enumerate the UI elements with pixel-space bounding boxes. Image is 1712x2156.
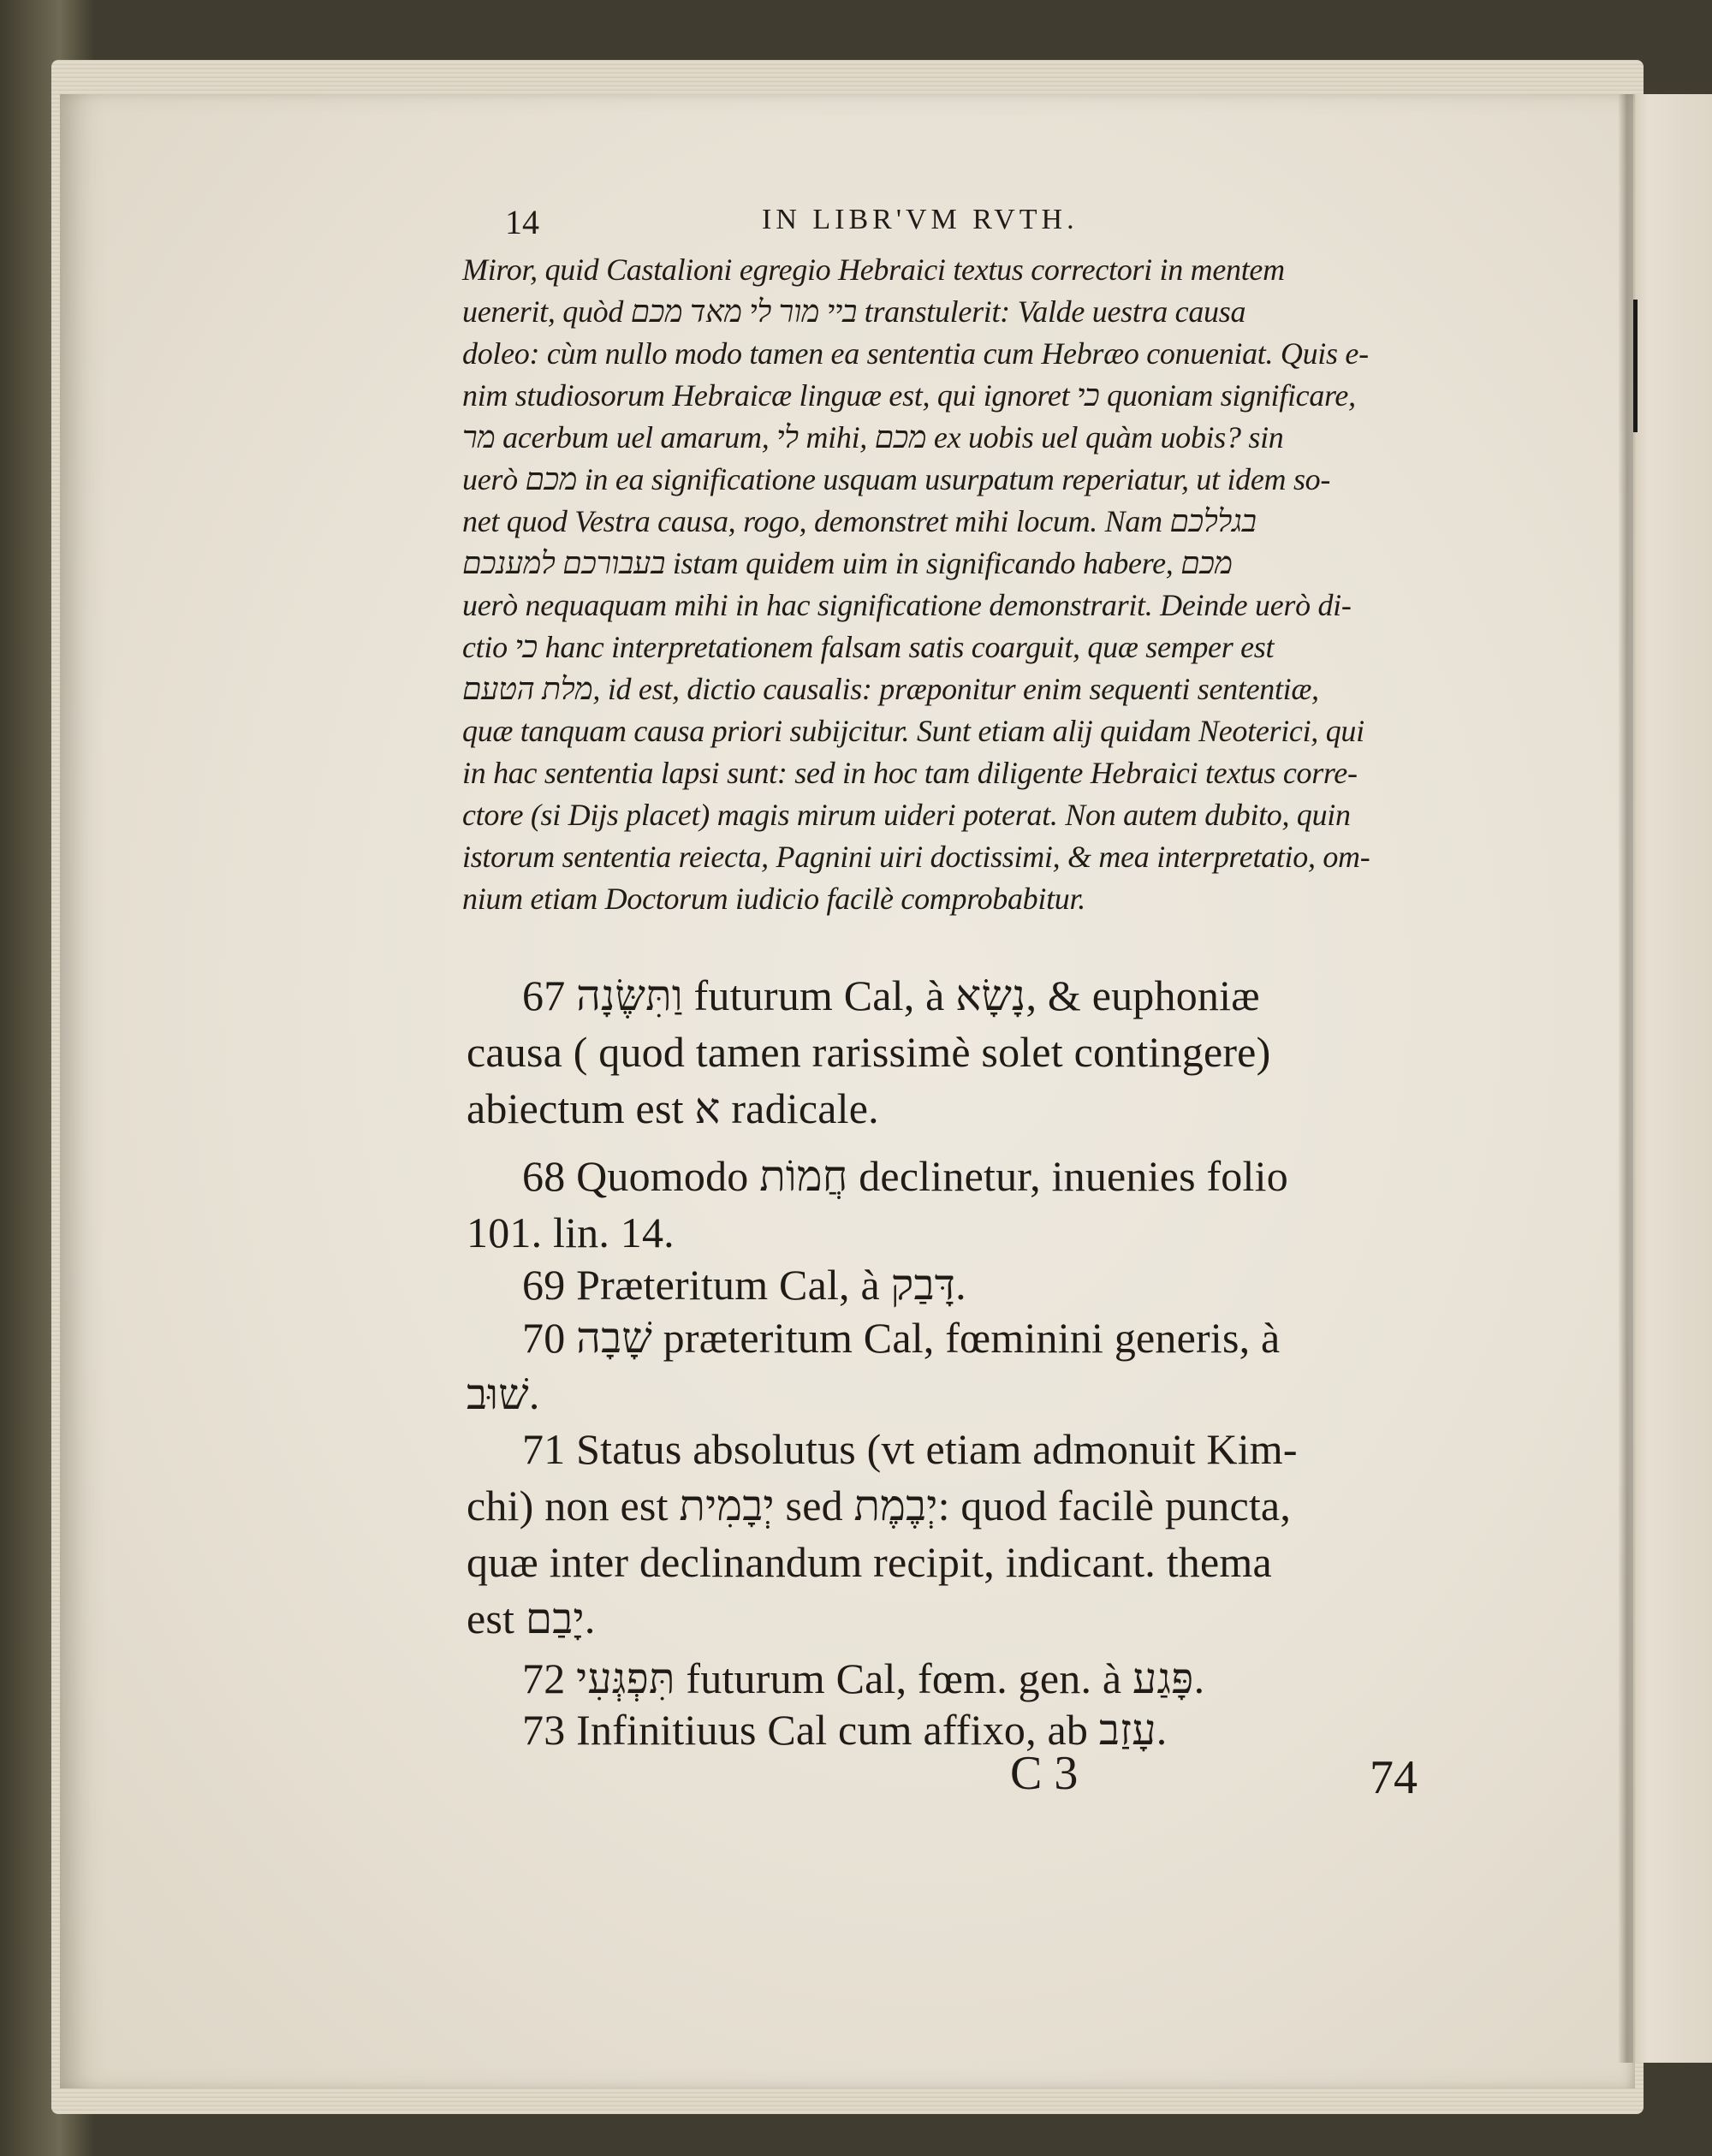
entry-line: causa ( quod tamen rarissimè solet contingere) <box>467 1028 1271 1076</box>
annotation-line: Miror, quid Castalioni egregio Hebraici textus correctori in mentem <box>462 252 1285 287</box>
entry-line: שׁוּב. <box>467 1370 540 1418</box>
entry-line: est יָבַם. <box>467 1595 596 1642</box>
entry-line: 73 Infinitiuus Cal cum affixo, ab עָזַב. <box>522 1706 1168 1754</box>
annotation-line: net quod Vestra causa, rogo, demonstret mihi locum. Nam בגללכם <box>462 504 1257 538</box>
entry-line: abiectum est א radicale. <box>467 1084 879 1132</box>
entry-line: 72 תִּפְגְּעִי futurum Cal, fœm. gen. à פָּגַע. <box>522 1654 1205 1702</box>
annotation-line: ctio כי hanc interpretationem falsam satis coarguit, quæ semper est <box>462 630 1275 664</box>
annotation-line: in hac sententia lapsi sunt: sed in hoc tam diligente Hebraici textus corre- <box>462 756 1358 790</box>
entry-line: 101. lin. 14. <box>467 1209 675 1256</box>
entry-line: 68 Quomodo חֲמוֹת declinetur, inuenies folio <box>522 1152 1288 1200</box>
entry-line: 67 וַתִּשֶּׂנָה futurum Cal, à נָשָׂא, & euphoniæ <box>522 971 1260 1019</box>
running-title: IN LIBR'VM RVTH. <box>762 204 1079 235</box>
annotation-line: istorum sententia reiecta, Pagnini uiri doctissimi, & mea interpretatio, om- <box>462 840 1370 874</box>
annotation-line: בעבורכם למענכם istam quidem uim in significando habere, מכם <box>462 546 1233 580</box>
annotation-line: quæ tanquam causa priori subijcitur. Sunt etiam alij quidam Neoterici, qui <box>462 714 1364 748</box>
facing-page-edge <box>1631 94 1712 2063</box>
annotation-line: uerò מכם in ea significatione usquam usurpatum reperiatur, ut idem so- <box>462 462 1331 496</box>
entry-line: quæ inter declinandum recipit, indicant. thema <box>467 1538 1272 1586</box>
entry-line: 69 Præteritum Cal, à דָּבַק. <box>522 1261 966 1309</box>
page-number: 14 <box>505 203 539 241</box>
annotation-line: uenerit, quòd ביי מור לי מאד מכם transtulerit: Valde uestra causa <box>462 294 1246 329</box>
annotation-line: doleo: cùm nullo modo tamen ea sententia cum Hebræo conueniat. Quis e- <box>462 336 1369 371</box>
entry-line: chi) non est יְבָמִית sed יְבֶמֶת: quod facilè puncta, <box>467 1482 1292 1529</box>
signature-mark: C 3 <box>1010 1747 1079 1800</box>
catchword: 74 <box>1370 1751 1418 1804</box>
entry-line: 70 שָׁבָה præteritum Cal, fœminini generis, à <box>522 1314 1281 1362</box>
edge-mark <box>1633 355 1638 432</box>
annotation-line: מר acerbum uel amarum, לי mihi, מכם ex uobis uel quàm uobis? sin <box>462 420 1284 454</box>
annotation-line: ctore (si Dijs placet) magis mirum uideri poterat. Non autem dubito, quin <box>462 798 1351 832</box>
annotation-line: מלת הטעם, id est, dictio causalis: præponitur enim sequenti sententiæ, <box>462 672 1319 706</box>
gutter-shadow <box>1618 94 1633 2063</box>
running-head <box>505 199 1156 241</box>
annotation-line: nim studiosorum Hebraicæ linguæ est, qui ignoret כי quoniam significare, <box>462 378 1356 413</box>
annotation-line: nium etiam Doctorum iudicio facilè comprobabitur. <box>462 882 1085 916</box>
entry-line: 71 Status absolutus (vt etiam admonuit Kim- <box>522 1425 1298 1473</box>
annotation-line: uerò nequaquam mihi in hac significatione demonstrarit. Deinde uerò di- <box>462 588 1352 622</box>
